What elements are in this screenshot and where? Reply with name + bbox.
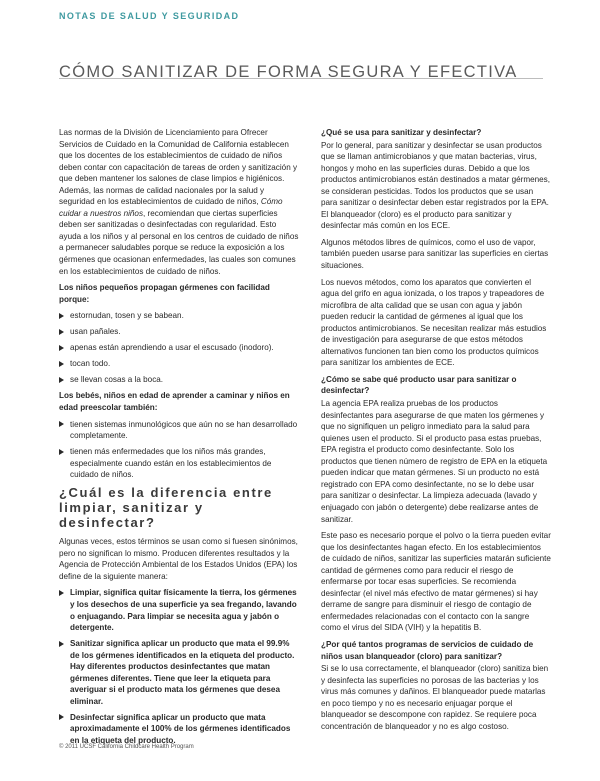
- list-item: tienen sistemas inmunológicos que aún no se han desarrollado completamente.: [59, 419, 299, 442]
- bullet-arrow-icon: [59, 345, 64, 351]
- toddlers-heading: Los niños pequeños propagan gérmenes con facilidad porque:: [59, 283, 270, 304]
- list-item: apenas están aprendiendo a usar el escusado (inodoro).: [59, 342, 299, 354]
- right-column: [321, 127, 551, 737]
- definitions-list: [59, 587, 299, 746]
- list-item: tocan todo.: [59, 358, 299, 370]
- difference-paragraph: Algunas veces, estos términos se usan como si fuesen sinónimos, pero no significan lo mismo. Producen diferentes resultados y la Agencia de Protección Ambiental de los Estados Unidos (EPA) los define de la siguiente manera:: [59, 537, 298, 581]
- bullet-arrow-icon: [59, 641, 64, 647]
- bullet-arrow-icon: [59, 449, 64, 455]
- book-title: Cómo cuidar a nuestros niños: [59, 197, 283, 218]
- intro-paragraph: Las normas de la División de Licenciamiento para Ofrecer Servicios de Cuidado en la Comunidad de California establecen que los docentes de los establecimientos de cuidado de niños deben contar con capacitación de tareas de orden y sanitización y que deben mantener los salones de clase limpios e higiénicos. Además, las normas de calidad nacionales por la salud y seguridad en los establecimientos de cuidado de niños, Cómo cuidar a nuestros niños, recomiendan que ciertas superficies deben ser sanitizadas o desinfectadas con regularidad. Esto ayuda a los niños y al personal en los centros de cuidado de niños a permanecer saludables porque se reduce la exposición a los gérmenes que ocasionan enfermedades, las cuales son comunes en los establecimientos de cuidado de niños.: [59, 128, 299, 276]
- title-divider: [59, 78, 543, 79]
- difference-heading: ¿Cuál es la diferencia entre limpiar, sanitizar y desinfectar?: [59, 485, 273, 531]
- infants-heading: Los bebés, niños en edad de aprender a caminar y niños en edad preescolar también:: [59, 391, 290, 412]
- list-item: tienen más enfermedades que los niños más grandes, especialmente cuando están en los establecimientos de cuidado de niños.: [59, 446, 299, 481]
- bullet-arrow-icon: [59, 329, 64, 335]
- question-heading: ¿Qué se usa para sanitizar y desinfectar?: [321, 128, 482, 137]
- answer-paragraph: Por lo general, para sanitizar y desinfectar se usan productos que se llaman antimicrobianos y que matan bacterias, virus, hongos y moho en las superficies duras. Debido a que los productos antimicrobianos están destinados a matar gérmenes, se consideran pesticidas. Todos los productos que se usan para sanitizar o desinfectar deben estar registrados por la EPA. El blanqueador (cloro) es el producto para sanitizar y desinfectar más común en los ECE.: [321, 140, 550, 231]
- copyright-footer: © 2011 UCSF California Childcare Health Program: [59, 744, 194, 750]
- toddlers-list: [59, 310, 299, 386]
- definition-sanitize: Sanitizar significa aplicar un producto que mata el 99.9% de los gérmenes identificados en la etiqueta del producto. Hay diferentes productos desinfectantes que matan gérmenes diferentes. Tiene que leer la etiqueta para averiguar si el producto mata los gérmenes que desea eliminar.: [59, 638, 299, 707]
- question-heading: ¿Por qué tantos programas de servicios de cuidado de niños usan blanqueador (cloro) para sanitizar?: [321, 639, 534, 661]
- bullet-arrow-icon: [59, 377, 64, 383]
- bullet-arrow-icon: [59, 421, 64, 427]
- page-title: CÓMO SANITIZAR DE FORMA SEGURA Y EFECTIVA: [59, 63, 518, 82]
- answer-paragraph: Si se lo usa correctamente, el blanqueador (cloro) sanitiza bien y desinfecta las superficies no porosas de las bacterias y los virus más comunes y dañinos. El blanqueador puede matarlas en poco tiempo y no es necesario enjuagar porque el blanqueador se descompone con rapidez. Se requiere poca concentración de blanqueador y no es algo costoso.: [321, 664, 549, 731]
- left-column: [59, 127, 299, 751]
- list-item: estornudan, tosen y se babean.: [59, 310, 299, 322]
- bullet-arrow-icon: [59, 714, 64, 720]
- bullet-arrow-icon: [59, 361, 64, 367]
- bullet-arrow-icon: [59, 590, 64, 596]
- answer-paragraph: Los nuevos métodos, como los aparatos que convierten el agua del grifo en agua ionizada, o los trapos y trapeadores de microfibra de alta calidad que se usan con agua y jabón pueden reducir la cantidad de gérmenes al igual que los productos antimicrobianos. Se necesitan realizar más estudios de investigación para asegurarse de que estos métodos alternativos funcionen tan bien como los productos químicos para sanitizar los ambientes de ECE.: [321, 277, 547, 368]
- bullet-arrow-icon: [59, 313, 64, 319]
- section-label: NOTAS DE SALUD Y SEGURIDAD: [59, 11, 240, 21]
- answer-paragraph: Este paso es necesario porque el polvo o la tierra pueden evitar que los desinfectantes hagan efecto. En los establecimientos de cuidado de niños, sanitizar las superficies matarán suficiente cantidad de gérmenes como para reducir el riesgo de enfermarse por tocar esas superficies. Se recomienda desinfectar (el nivel más efectivo de matar gérmenes) si hay derrame de sangre para disminuir el riesgo de contagio de enfermedades relacionadas con el contacto con la sangre como el virus del SIDA (VIH) y la hepatitis B.: [321, 531, 551, 633]
- definition-clean: Limpiar, significa quitar físicamente la tierra, los gérmenes y los desechos de una superficie ya sea fregando, lavando o enjuagando. Para limpiar se necesita agua y jabón o detergente.: [59, 587, 299, 633]
- question-heading: ¿Cómo se sabe qué producto usar para sanitizar o desinfectar?: [321, 374, 517, 396]
- answer-paragraph: La agencia EPA realiza pruebas de los productos desinfectantes para asegurarse de que maten los gérmenes y que no signifiquen un peligro inmediato para la salud para quienes usen el producto. Si el producto pasa estas pruebas, EPA registra el producto como desinfectante. Solo los productos que tienen número de registro de EPA en la etiqueta pueden indicar que matan gérmenes. Si un producto no está registrado con EPA como desinfectante, no se lo debe usar para sanitizar o desinfectar. La limpieza adecuada (lavado y enjuagado con jabón o detergente) debe realizarse antes de sanitizar.: [321, 399, 548, 524]
- infants-list: [59, 419, 299, 481]
- list-item: usan pañales.: [59, 326, 299, 338]
- definition-disinfect: Desinfectar significa aplicar un producto que mata aproximadamente el 100% de los gérmenes identificados en la etiqueta del producto.: [59, 712, 299, 747]
- list-item: se llevan cosas a la boca.: [59, 374, 299, 386]
- answer-paragraph: Algunos métodos libres de químicos, como el uso de vapor, también pueden usarse para sanitizar las superficies en ciertas situaciones.: [321, 237, 549, 271]
